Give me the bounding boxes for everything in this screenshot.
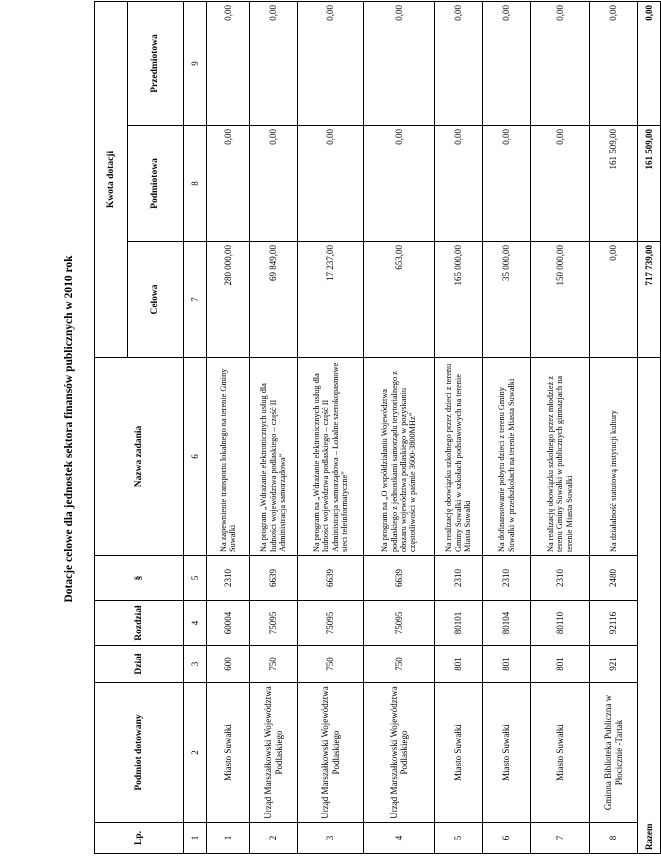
- cell-przedmiotowa: 0,00: [364, 2, 435, 126]
- total-podmiotowa: 161 509,00: [638, 126, 661, 242]
- header-row: [95, 2, 128, 854]
- header-paragraf: §: [95, 556, 184, 601]
- cell-rozdzial: 80104: [483, 601, 531, 646]
- header-podmiotowa: Podmiotowa: [128, 126, 184, 242]
- cell-nazwa: Na realizację obowiązku szkolnego przez młodzież z terenu Gminy Suwałki w publicznych gimnazjach na terenie Miasta Suwałki: [531, 358, 590, 556]
- cell-lp: 3: [298, 823, 364, 854]
- column-number: 6: [184, 358, 207, 556]
- table-row: [590, 2, 638, 854]
- cell-paragraf: 2480: [590, 556, 638, 601]
- cell-paragraf: 6639: [364, 556, 435, 601]
- cell-celowa: 280 000,00: [207, 242, 250, 358]
- cell-nazwa: Na realizację obowiązku szkolnego przez dzieci z terenu Gminy Suwałki w szkołach podstawowych na terenie Miasta Suwałki: [435, 358, 483, 556]
- cell-przedmiotowa: 0,00: [483, 2, 531, 126]
- cell-nazwa: Na zapewnienie transportu lokalnego na terenie Gminy Suwałki: [207, 358, 250, 556]
- cell-dzial: 750: [364, 646, 435, 683]
- cell-celowa: 17 237,00: [298, 242, 364, 358]
- cell-podmiot: Miasto Suwałki: [435, 683, 483, 823]
- cell-podmiotowa: 0,00: [207, 126, 250, 242]
- column-number: 9: [184, 2, 207, 126]
- cell-rozdzial: 80110: [531, 601, 590, 646]
- cell-przedmiotowa: 0,00: [590, 2, 638, 126]
- cell-rozdzial: 75095: [298, 601, 364, 646]
- cell-paragraf: 2310: [531, 556, 590, 601]
- cell-celowa: 69 849,00: [250, 242, 298, 358]
- document-title: Dotacje celowe dla jednostek sektora finansów publicznych w 2010 rok: [63, 255, 75, 603]
- cell-lp: 1: [207, 823, 250, 854]
- cell-przedmiotowa: 0,00: [435, 2, 483, 126]
- header-rozdzial: Rozdział: [95, 601, 184, 646]
- cell-paragraf: 6639: [298, 556, 364, 601]
- cell-przedmiotowa: 0,00: [298, 2, 364, 126]
- table-row: [298, 2, 364, 854]
- cell-podmiot: Miasto Suwałki: [207, 683, 250, 823]
- cell-rozdzial: 60004: [207, 601, 250, 646]
- cell-paragraf: 6639: [250, 556, 298, 601]
- column-number: 2: [184, 683, 207, 823]
- cell-paragraf: 2310: [207, 556, 250, 601]
- cell-celowa: 165 000,00: [435, 242, 483, 358]
- total-label: Razem: [638, 358, 661, 854]
- cell-dzial: 801: [531, 646, 590, 683]
- header-podmiot: Podmiot dotowany: [95, 683, 184, 823]
- cell-nazwa: Na działalność statutową instytucji kultury: [590, 358, 638, 556]
- cell-celowa: 150 000,00: [531, 242, 590, 358]
- cell-lp: 2: [250, 823, 298, 854]
- cell-podmiot: Urząd Marszałkowski Województwa Podlaskiego: [298, 683, 364, 823]
- cell-nazwa: Na program na „O współdziałaniu Województwa podlaskiego z jednostkami samorządu terytorialnego z obszaru województwa podlaskiego w pozyskaniu częstotliwości w paśmie 3600-3800MHz”: [364, 358, 435, 556]
- column-number: 5: [184, 556, 207, 601]
- cell-przedmiotowa: 0,00: [250, 2, 298, 126]
- cell-podmiotowa: 0,00: [364, 126, 435, 242]
- cell-dzial: 750: [298, 646, 364, 683]
- cell-rozdzial: 92116: [590, 601, 638, 646]
- cell-dzial: 600: [207, 646, 250, 683]
- column-number: 8: [184, 126, 207, 242]
- total-row: [638, 2, 661, 854]
- subsidies-table: [94, 1, 661, 854]
- header-kwota: Kwota dotacji: [95, 2, 128, 358]
- cell-przedmiotowa: 0,00: [207, 2, 250, 126]
- cell-lp: 4: [364, 823, 435, 854]
- cell-lp: 8: [590, 823, 638, 854]
- cell-rozdzial: 75095: [250, 601, 298, 646]
- table-row: [207, 2, 250, 854]
- cell-nazwa: Na dofinansowanie pobytu dzieci z terenu Gminy Suwałki w przedszkolach na terenie Miasta Suwałki: [483, 358, 531, 556]
- column-number: 1: [184, 823, 207, 854]
- cell-celowa: 653,00: [364, 242, 435, 358]
- table-row: [250, 2, 298, 854]
- cell-celowa: 0,00: [590, 242, 638, 358]
- total-celowa: 717 739,00: [638, 242, 661, 358]
- cell-dzial: 921: [590, 646, 638, 683]
- cell-podmiotowa: 0,00: [298, 126, 364, 242]
- cell-podmiot: Miasto Suwałki: [531, 683, 590, 823]
- header-nazwa: Nazwa zadania: [95, 358, 184, 556]
- cell-przedmiotowa: 0,00: [531, 2, 590, 126]
- cell-dzial: 801: [483, 646, 531, 683]
- header-dzial: Dział: [95, 646, 184, 683]
- cell-lp: 6: [483, 823, 531, 854]
- cell-podmiot: Urząd Marszałkowski Województwa Podlaskiego: [364, 683, 435, 823]
- cell-podmiotowa: 0,00: [531, 126, 590, 242]
- cell-dzial: 801: [435, 646, 483, 683]
- column-number: 4: [184, 601, 207, 646]
- cell-podmiotowa: 0,00: [483, 126, 531, 242]
- cell-podmiotowa: 0,00: [250, 126, 298, 242]
- cell-podmiot: Gminna Biblioteka Publiczna w Płocicznie -Tartak: [590, 683, 638, 823]
- cell-paragraf: 2310: [483, 556, 531, 601]
- cell-podmiotowa: 161 509,00: [590, 126, 638, 242]
- cell-dzial: 750: [250, 646, 298, 683]
- table-row: [435, 2, 483, 854]
- column-number-row: [184, 2, 207, 854]
- table-row: [483, 2, 531, 854]
- cell-podmiot: Miasto Suwałki: [483, 683, 531, 823]
- cell-celowa: 35 000,00: [483, 242, 531, 358]
- total-przedmiotowa: 0,00: [638, 2, 661, 126]
- cell-lp: 5: [435, 823, 483, 854]
- cell-rozdzial: 80101: [435, 601, 483, 646]
- column-number: 3: [184, 646, 207, 683]
- cell-lp: 7: [531, 823, 590, 854]
- header-przedmiotowa: Przedmiotowa: [128, 2, 184, 126]
- cell-podmiotowa: 0,00: [435, 126, 483, 242]
- table-row: [364, 2, 435, 854]
- cell-podmiot: Urząd Marszałkowski Województwa Podlaskiego: [250, 683, 298, 823]
- cell-paragraf: 2310: [435, 556, 483, 601]
- cell-rozdzial: 75095: [364, 601, 435, 646]
- table-row: [531, 2, 590, 854]
- column-number: 7: [184, 242, 207, 358]
- cell-nazwa: Na program „Wdrażanie elektronicznych usług dla ludności województwa podlaskiego – część II Administracja samorządowa”: [250, 358, 298, 556]
- header-lp: Lp.: [95, 823, 184, 854]
- header-celowa: Celowa: [128, 242, 184, 358]
- cell-nazwa: Na program na „Wdrażanie elektronicznych usług dla ludności województwa podlaskiego – część II Administracja samorządowa – Lokalne szerokopasmowe sieci teleinformatyczne”: [298, 358, 364, 556]
